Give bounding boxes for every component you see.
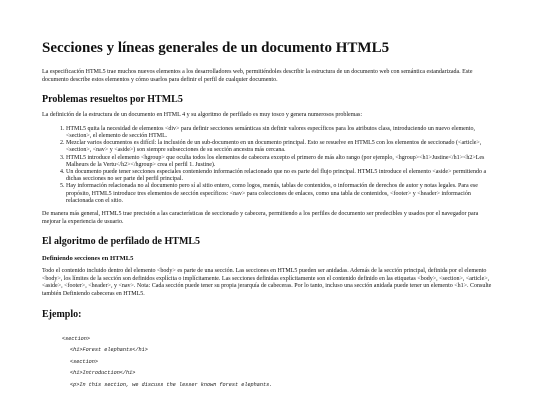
list-item: 3. HTML5 introduce el elemento <hgroup> que oculta todos los elementos de cabecera excepto el primero de más alto rango (por ejemplo, <hgroup><h1>Justine</h1><h2>Les Malheurs de la Vertu</h2></hgroup> crea el perfil 1. Justine). [66, 155, 498, 169]
section-heading-problems: Problemas resueltos por HTML5 [42, 94, 183, 106]
list-item: 4. Un documento puede tener secciones especiales conteniendo información relacionado que no es parte del flujo principal. HTML5 introduce el elemento <aside> permitiendo a dichas secciones no ser parte del perfil principal. [66, 169, 498, 183]
list-item: 5. Hay información relacionada no al documento pero sí al sitio entero, como logos, menús, tablas de contenidos, o información de derechos de autor y notas legales. Para ese propósito, HTML5 introduce tres elementos de sección específicos: <nav> para colecciones de enlaces, como una tabla de contenidos, <footer> y <header> información relacionada con el sitio. [66, 183, 498, 205]
code-line: <h1>Forest elephants</h1> [70, 347, 148, 354]
example-heading: Ejemplo: [42, 308, 82, 320]
problems-list [42, 126, 498, 205]
problems-summary: De manera más general, HTML5 trae precisión a las características de seccionado y cabecera, permitiendo a los perfiles de documento ser predecibles y usados por el navegador para mejorar la experiencia de usuario. [42, 211, 479, 225]
list-item: 1. HTML5 quita la necesidad de elementos <div> para definir secciones semánticas sin definir valores específicos para los atributos class, introduciendo un nuevo elemento, <section>, el elemento de sección HTML. [66, 126, 498, 140]
intro-paragraph: La especificación HTML5 trae muchos nuevos elementos a los desarrolladores web, permitiéndoles describir la estructura de un documento web con semántica estandarizada. Este documento describe estos elementos y cómo usarlos para definir el perfil de cualquier documento. [42, 69, 473, 83]
code-line: <section> [62, 335, 91, 342]
subheading-defining-sections: Definiendo secciones en HTML5 [42, 255, 134, 263]
section-heading-algorithm: El algoritmo de perfilado de HTML5 [42, 236, 201, 248]
code-line: <p>In this section, we discuss the lesser known forest elephants. [70, 381, 273, 388]
problems-lead: La definición de la estructura de un documento en HTML 4 y su algoritmo de perfilado es muy tosco y genera numerosos problemas: [42, 112, 363, 119]
algorithm-paragraph: Todo el contenido incluido dentro del elemento <body> es parte de una sección. Las secciones en HTML5 pueden ser anidadas. Además de la sección principal, definida por el elemento <body>, los límites de la sección son definidos explícita o implícitamente. Las secciones definidas explícitamente son el contenido definido en las etiquetas <body>, <section>, <article>, <aside>, <footer>, <header>, y <nav>. Nota: Cada sección puede tener su propia jerarquía de cabeceras. Por lo tanto, incluso una sección anidada puede tener un elemento <h1>. Consulte también Definiendo cabeceras en HTML5. [42, 268, 492, 297]
document-title: Secciones y líneas generales de un documento HTML5 [42, 40, 390, 56]
list-item: 2. Mezclar varios documentos es difícil: la inclusión de un sub-documento en un documento principal. Esto se resuelve en HTML5 con los elementos de seccionado (<article>, <section>, <nav> y <aside>) son siempre subsecciones de su sección ancestra más cercana. [66, 140, 498, 154]
code-line: <section> [70, 358, 99, 365]
code-example [42, 334, 498, 392]
code-line: <h1>Introduction</h1> [70, 370, 136, 377]
